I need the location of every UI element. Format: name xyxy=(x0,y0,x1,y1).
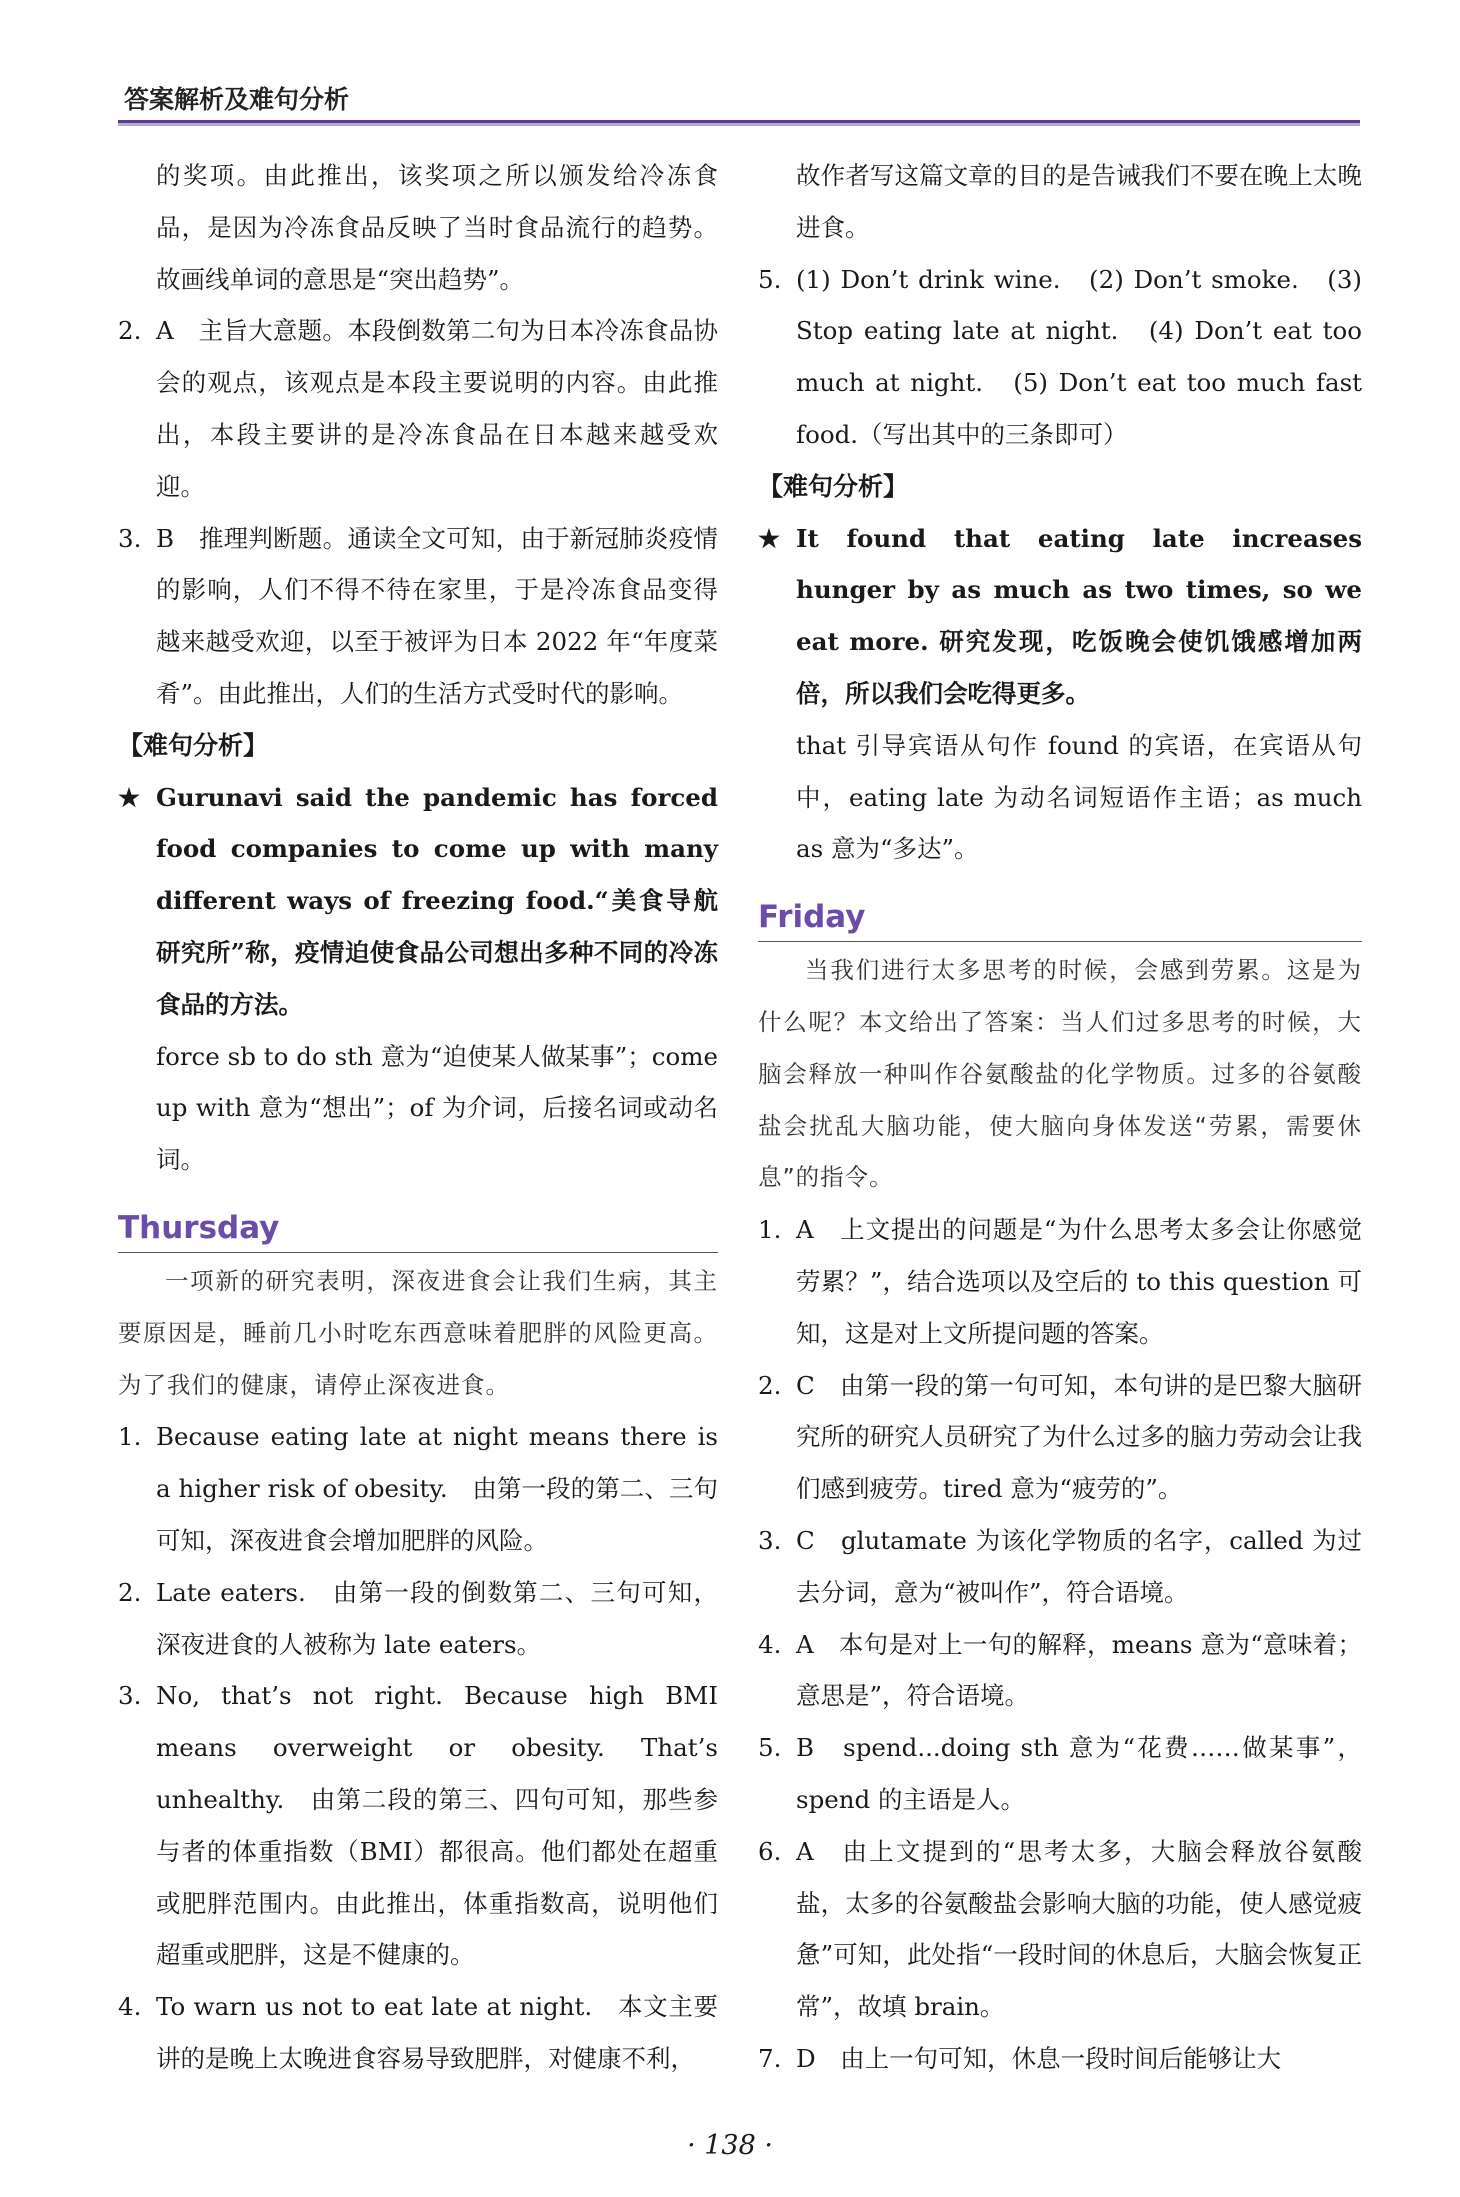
item-number: 6. xyxy=(758,1836,782,1866)
day-title: Thursday xyxy=(118,1209,280,1246)
key-sentence xyxy=(118,772,718,1031)
section-heading: 【难句分析】 xyxy=(758,471,909,501)
item-number: 2. xyxy=(118,1577,142,1607)
answer-item xyxy=(758,1360,1362,1515)
answer-item xyxy=(758,1619,1362,1723)
item-text: B spend...doing sth 意为“花费……做某事”，spend 的主语是人。 xyxy=(796,1733,1362,1814)
item-number: 5. xyxy=(758,1733,782,1763)
star-icon: ★ xyxy=(118,782,140,812)
day-rule xyxy=(118,1252,718,1253)
item-number: 5. xyxy=(758,264,782,294)
key-sentence-explanation: that 引导宾语从句作 found 的宾语，在宾语从句中，eating late 为动名词短语作主语；as much as 意为“多达”。 xyxy=(796,730,1362,864)
answer-item xyxy=(118,1981,718,2085)
item-text: (1) Don’t drink wine. (2) Don’t smoke. (3) Stop eating late at night. (4) Don’t eat too much at night. (5) Don’t eat too much fast food.（写出其中的三条即可） xyxy=(796,264,1362,449)
key-sentence-text: Gurunavi said the pandemic has forced food companies to come up with many different ways of freezing food.“美食导航研究所”称，疫情迫使食品公司想出多种不同的冷冻食品的方法。 xyxy=(156,782,718,1019)
continued-paragraph: 故作者写这篇文章的目的是告诫我们不要在晚上太晚进食。 xyxy=(796,161,1362,242)
day-title: Friday xyxy=(758,899,866,936)
item-number: 2. xyxy=(118,316,142,346)
day-rule xyxy=(758,941,1362,942)
item-text: C glutamate 为该化学物质的名字，called 为过去分词，意为“被叫作”，符合语境。 xyxy=(796,1525,1362,1607)
item-number: 1. xyxy=(118,1422,142,1452)
day-heading-thursday xyxy=(118,1204,718,1256)
item-text: A 由上文提到的“思考太多，大脑会释放谷氨酸盐，太多的谷氨酸盐会影响大脑的功能，使人感觉疲惫”可知，此处指“一段时间的休息后，大脑会恢复正常”，故填 brain。 xyxy=(796,1836,1362,2022)
item-text: B 推理判断题。通读全文可知，由于新冠肺炎疫情的影响，人们不得不待在家里，于是冷冻食品变得越来越受欢迎，以至于被评为日本 2022 年“年度菜肴”。由此推出，人们的生活方式受时代的影响。 xyxy=(156,523,718,708)
item-number: 2. xyxy=(758,1370,782,1400)
item-text: A 本句是对上一句的解释，means 意为“意味着；意思是”，符合语境。 xyxy=(796,1629,1362,1711)
answer-item xyxy=(118,513,718,720)
section-heading: 【难句分析】 xyxy=(118,730,269,760)
answer-item xyxy=(118,305,718,512)
key-sentence-explanation: force sb to do sth 意为“迫使某人做某事”；come up with 意为“想出”；of 为介词，后接名词或动名词。 xyxy=(156,1041,718,1175)
item-text: D 由上一句可知，休息一段时间后能够让大 xyxy=(796,2043,1282,2073)
left-column xyxy=(118,150,718,2085)
item-text: C 由第一段的第一句可知，本句讲的是巴黎大脑研究所的研究人员研究了为什么过多的脑力劳动会让我们感到疲劳。tired 意为“疲劳的”。 xyxy=(796,1370,1362,1504)
header-rule xyxy=(118,120,1360,123)
answer-item xyxy=(758,254,1362,461)
passage-summary: 一项新的研究表明，深夜进食会让我们生病，其主要原因是，睡前几小时吃东西意味着肥胖的风险更高。为了我们的健康，请停止深夜进食。 xyxy=(118,1266,718,1399)
answer-item xyxy=(758,2033,1362,2085)
item-text: To warn us not to eat late at night. 本文主要讲的是晚上太晚进食容易导致肥胖，对健康不利， xyxy=(156,1992,718,2073)
answer-item xyxy=(118,1670,718,1981)
page-header xyxy=(118,78,1360,124)
item-text: Because eating late at night means there is a higher risk of obesity. 由第一段的第二、三句可知，深夜进食会增加肥胖的风险。 xyxy=(156,1422,718,1555)
item-number: 4. xyxy=(758,1629,782,1659)
item-number: 1. xyxy=(758,1215,782,1245)
answer-item xyxy=(118,1411,718,1566)
page-number: · 138 · xyxy=(687,2130,773,2161)
answer-item xyxy=(758,1204,1362,1359)
answer-item xyxy=(758,1722,1362,1826)
day-heading-friday xyxy=(758,893,1362,945)
item-number: 3. xyxy=(118,1681,142,1711)
item-text: A 上文提出的问题是“为什么思考太多会让你感觉劳累？”，结合选项以及空后的 to this question 可知，这是对上文所提问题的答案。 xyxy=(796,1215,1362,1348)
item-number: 3. xyxy=(758,1525,782,1555)
passage-summary: 当我们进行太多思考的时候，会感到劳累。这是为什么呢？本文给出了答案：当人们过多思考的时候，大脑会释放一种叫作谷氨酸盐的化学物质。过多的谷氨酸盐会扰乱大脑功能，使大脑向身体发送“劳累，需要休息”的指令。 xyxy=(758,956,1362,1192)
key-sentence-text: It found that eating late increases hunger by as much as two times, so we eat more. 研究发现，吃饭晚会使饥饿感增加两倍，所以我们会吃得更多。 xyxy=(796,523,1362,708)
right-column xyxy=(758,150,1362,2085)
key-sentence xyxy=(758,513,1362,720)
answer-item xyxy=(758,1515,1362,1619)
item-text: A 主旨大意题。本段倒数第二句为日本冷冻食品协会的观点，该观点是本段主要说明的内容。由此推出，本段主要讲的是冷冻食品在日本越来越受欢迎。 xyxy=(156,316,718,501)
header-title: 答案解析及难句分析 xyxy=(124,85,350,114)
item-text: No, that’s not right. Because high BMI means overweight or obesity. That’s unhealthy. 由第二段的第三、四句可知，那些参与者的体重指数（BMI）都很高。他们都处在超重或肥胖范围内。由此推出，体重指数高，说明他们超重或肥胖，这是不健康的。 xyxy=(156,1681,718,1970)
star-icon: ★ xyxy=(758,523,780,553)
continued-paragraph: 的奖项。由此推出，该奖项之所以颁发给冷冻食品，是因为冷冻食品反映了当时食品流行的趋势。故画线单词的意思是“突出趋势”。 xyxy=(156,161,718,294)
item-number: 4. xyxy=(118,1992,142,2022)
answer-item xyxy=(118,1567,718,1671)
item-number: 7. xyxy=(758,2043,782,2073)
answer-item xyxy=(758,1826,1362,2033)
item-number: 3. xyxy=(118,523,142,553)
item-text: Late eaters. 由第一段的倒数第二、三句可知，深夜进食的人被称为 late eaters。 xyxy=(156,1577,718,1659)
